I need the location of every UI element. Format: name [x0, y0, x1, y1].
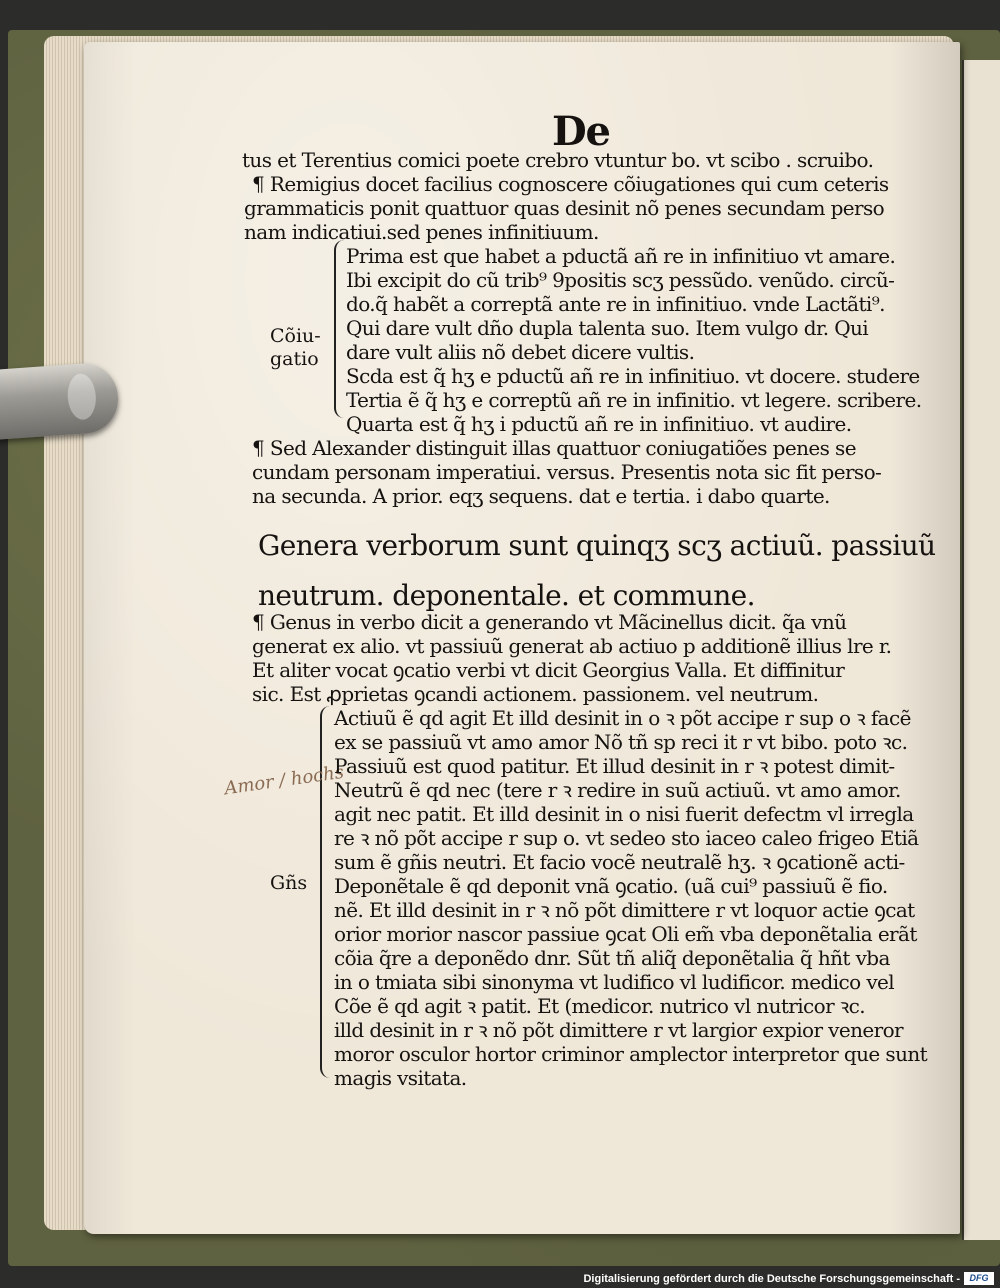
text-line: Neutrũ ẽ qd nec (tere r ꝛ redire in suũ actiuũ. vt amo amor.	[334, 778, 901, 802]
text-line: do.q̃ habẽt a correptã ante re in infinitiuo. vnde Lactãti⁹.	[346, 292, 885, 316]
text-line: re ꝛ nõ põt accipe r sup o. vt sedeo sto iaceo caleo frigeo Etiã	[334, 826, 919, 850]
text-line: tus et Terentius comici poete crebro vtuntur bo. vt scibo . scruibo.	[242, 148, 874, 172]
text-line: Passiuũ est quod patitur. Et illud desinit in r ꝛ potest dimit-	[334, 754, 895, 778]
margin-label: gatio	[270, 348, 319, 370]
text-line: magis vsitata.	[334, 1066, 467, 1090]
text-line: nam indicatiui.sed penes infinitiuum.	[244, 220, 599, 244]
funding-credit: Digitalisierung gefördert durch die Deutsche Forschungsgemeinschaft -	[583, 1273, 960, 1285]
footer-bar	[0, 1270, 1000, 1288]
text-line: Tertia ẽ q̃ hʒ e correptũ añ re in infinitio. vt legere. scribere.	[346, 388, 922, 412]
text-line: Et aliter vocat ꝯcatio verbi vt dicit Georgius Valla. Et diffinitur	[252, 658, 845, 682]
text-line: in o tmiata sibi sinonyma vt ludifico vl ludificor. medico vel	[334, 970, 895, 994]
text-line: ¶ Genus in verbo dicit a generando vt Mãcinellus dicit. q̃a vnũ	[252, 610, 847, 634]
text-line: agit nec patit. Et illd desinit in o nisi fuerit defectm vl irregla	[334, 802, 914, 826]
bracket	[320, 706, 332, 1078]
bracket	[334, 240, 346, 418]
section-heading: Genera verborum sunt quinqʒ scʒ actiuũ. passiuũ	[258, 529, 936, 562]
text-line: Cõe ẽ qd agit ꝛ patit. Et (medicor. nutrico vl nutricor ꝛc.	[334, 994, 866, 1018]
text-line: ¶ Sed Alexander distinguit illas quattuor coniugatiões penes se	[252, 436, 856, 460]
text-line: ex se passiuũ vt amo amor Nõ tñ sp reci it r vt bibo. poto ꝛc.	[334, 730, 908, 754]
text-line: Prima est que habet a pductã añ re in infinitiuo vt amare.	[346, 244, 896, 268]
text-line: nẽ. Et illd desinit in r ꝛ nõ põt dimittere r vt loquor actie ꝯcat	[334, 898, 915, 922]
text-line: sum ẽ gñis neutri. Et facio vocẽ neutralẽ hʒ. ꝛ ꝯcationẽ acti-	[334, 850, 905, 874]
handwritten-note: Amor / hochs	[223, 761, 346, 800]
text-line: illd desinit in r ꝛ nõ põt dimittere r vt largior expior veneror	[334, 1018, 903, 1042]
text-line: Deponẽtale ẽ qd deponit vnã ꝯcatio. (uã cui⁹ passiuũ ẽ fio.	[334, 874, 888, 898]
margin-label: Gñs	[270, 872, 308, 894]
text-line: cõia q̃re a deponẽdo dnr. Sũt tñ aliq̃ deponẽtalia q̃ hñt vba	[334, 946, 890, 970]
text-line: grammaticis ponit quattuor quas desinit nõ penes secundam perso	[244, 196, 885, 220]
text-line: Quarta est q̃ hʒ i pductũ añ re in infinitiuo. vt audire.	[346, 412, 852, 436]
text-line: Scda est q̃ hʒ e pductũ añ re in infinitiuo. vt docere. studere	[346, 364, 920, 388]
text-line: ¶ Remigius docet facilius cognoscere cõiugationes qui cum ceteris	[252, 172, 889, 196]
text-line: dare vult aliis nõ debet dicere vultis.	[346, 340, 695, 364]
text-line: Ibi excipit do cũ trib⁹ 9positis scʒ pessũdo. venũdo. circũ-	[346, 268, 895, 292]
dfg-logo: DFG	[964, 1272, 994, 1285]
facing-page-edge	[962, 60, 1000, 1240]
section-heading: neutrum. deponentale. et commune.	[258, 579, 755, 612]
book-page	[84, 42, 960, 1234]
text-line: cundam personam imperatiui. versus. Presentis nota sic fit perso-	[252, 460, 882, 484]
text-line: sic. Est ꝓprietas ꝯcandi actionem. passionem. vel neutrum.	[252, 682, 819, 706]
text-line: na secunda. A prior. eqʒ sequens. dat e tertia. i dabo quarte.	[252, 484, 830, 508]
margin-label: Cõiu-	[270, 325, 321, 347]
glass-highlight	[66, 373, 97, 421]
text-line: Qui dare vult dño dupla talenta suo. Item vulgo dr. Qui	[346, 316, 869, 340]
text-line: generat ex alio. vt passiuũ generat ab actiuo p additionẽ illius lre r.	[252, 634, 892, 658]
text-line: orior morior nascor passiue ꝯcat Oli em̃ vba deponẽtalia erãt	[334, 922, 917, 946]
text-line: Actiuũ ẽ qd agit Et illd desinit in o ꝛ põt accipe r sup o ꝛ facẽ	[334, 706, 911, 730]
text-line: moror osculor hortor criminor amplector interpretor que sunt	[334, 1042, 928, 1066]
running-head: De	[552, 108, 610, 155]
